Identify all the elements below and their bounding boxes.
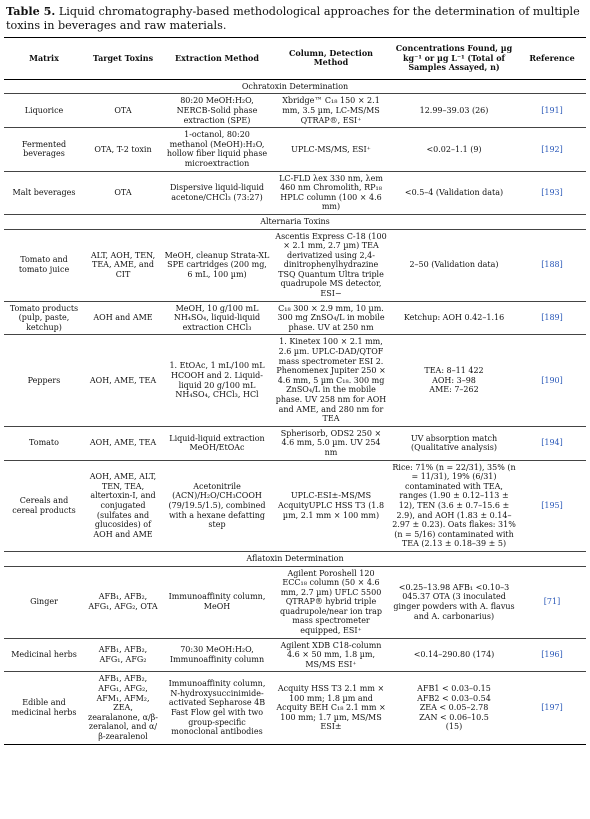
cell-column: C₁₈ 300 × 2.9 mm, 10 µm. 300 mg ZnSO₄/L in mobile phase. UV at 250 nm [272,301,390,335]
table-row [4,566,586,638]
cell-target: AOH, AME, TEA [84,426,162,460]
reference-link[interactable]: [194] [518,426,586,460]
cell-concentration: AFB1 < 0.03–0.15 AFB2 < 0.03–0.54 ZEA < 0.05–2.78 ZAN < 0.06–10.5 (15) [390,672,518,744]
cell-column: Spherisorb, ODS2 250 × 4.6 mm, 5.0 µm. UV 254 nm [272,426,390,460]
cell-matrix: Fermented beverages [4,128,84,171]
cell-extraction: 80:20 MeOH:H₂O, NERCB-Solid phase extraction (SPE) [162,94,272,128]
section-title: Ochratoxin Determination [4,79,586,94]
cell-target: AOH, AME, ALT, TEN, TEA, altertoxin-I, and conjugated (sulfates and glucosides) of AOH and AME [84,460,162,551]
cell-target: OTA [84,171,162,214]
cell-column: Ascentis Express C-18 (100 × 2.1 mm, 2.7 µm) TEA derivatized using 2,4-dinitrophenylhydrazine TSQ Quantum Ultra triple quadrupole MS detector, ESI− [272,229,390,301]
cell-matrix: Malt beverages [4,171,84,214]
cell-extraction: Immunoaffinity column, MeOH [162,566,272,638]
cell-column: Agilent XDB C18-column 4.6 × 50 mm, 1.8 µm, MS/MS ESI⁺ [272,638,390,672]
section-title: Alternaria Toxins [4,214,586,229]
section-row-aflatoxin [4,551,586,566]
cell-column: Agilent Poroshell 120 ECC₁₈ column (50 × 4.6 mm, 2.7 µm) UFLC 5500 QTRAP® hybrid triple quadrupole/near ion trap mass spectrometer equipped, ESI⁺ [272,566,390,638]
reference-link[interactable]: [191] [518,94,586,128]
cell-target: AFB₁, AFB₂, AFG₁, AFG₂, OTA [84,566,162,638]
cell-extraction: Liquid-liquid extraction MeOH/EtOAc [162,426,272,460]
header-row [4,38,586,80]
cell-matrix: Liquorice [4,94,84,128]
reference-link[interactable]: [188] [518,229,586,301]
table-row [4,335,586,426]
methods-table [4,37,586,745]
cell-column: 1. Kinetex 100 × 2.1 mm, 2.6 µm. UPLC-DAD/QTOF mass spectrometer ESI 2. Phenomenex Jupiter 250 × 4.6 mm, 5 µm C₁₈. 300 mg ZnSO₄/L in the mobile phase. UV 258 nm for AOH and AME, and 280 nm for TEA [272,335,390,426]
cell-concentration: <0.14–290.80 (174) [390,638,518,672]
cell-matrix: Cereals and cereal products [4,460,84,551]
reference-link[interactable]: [195] [518,460,586,551]
cell-concentration: 12.99–39.03 (26) [390,94,518,128]
cell-extraction: Acetonitrile (ACN)/H₂O/CH₃COOH (79/19.5/1.5), combined with a hexane defatting step [162,460,272,551]
reference-link[interactable]: [190] [518,335,586,426]
cell-concentration: Rice: 71% (n = 22/31), 35% (n = 11/31), 19% (6/31) contaminated with TEA, ranges (1.90 ± 0.12–113 ± 12), TEN (3.6 ± 0.7–15.6 ± 2.9), and AOH (1.83 ± 0.14–2.97 ± 0.23). Oats flakes: 31% (n = 5/16) contaminated with TEA (2.13 ± 0.18–39 ± 5) [390,460,518,551]
cell-concentration: 2–50 (Validation data) [390,229,518,301]
section-row-alternaria [4,214,586,229]
cell-target: AFB₁, AFB₂, AFG₁, AFG₂, AFM₁, AFM₂, ZEA, zearalanone, α/β-zeralanol, and α/β-zearalenol [84,672,162,744]
table-row [4,301,586,335]
cell-matrix: Tomato and tomato juice [4,229,84,301]
reference-link[interactable]: [193] [518,171,586,214]
reference-link[interactable]: [196] [518,638,586,672]
header-extraction-method: Extraction Method [162,38,272,80]
reference-link[interactable]: [197] [518,672,586,744]
table-row [4,94,586,128]
table-row [4,638,586,672]
section-row-ochratoxin [4,79,586,94]
cell-matrix: Peppers [4,335,84,426]
cell-target: OTA [84,94,162,128]
cell-extraction: Immunoaffinity column, N-hydroxysuccinimide-activated Sepharose 4B Fast Flow gel with two group-specific monoclonal antibodies [162,672,272,744]
cell-target: AOH and AME [84,301,162,335]
reference-link[interactable]: [71] [518,566,586,638]
cell-extraction: MeOH, 10 g/100 mL NH₄SO₄, liquid-liquid extraction CHCl₃ [162,301,272,335]
cell-target: ALT, AOH, TEN, TEA, AME, and CIT [84,229,162,301]
header-column-detection: Column, Detection Method [272,38,390,80]
cell-extraction: MeOH, cleanup Strata-XL SPE cartridges (200 mg, 6 mL, 100 µm) [162,229,272,301]
caption-label: Table 5. [6,4,56,18]
cell-extraction: 1. EtOAc, 1 mL/100 mL HCOOH and 2. Liquid-liquid 20 g/100 mL NH₄SO₄, CHCl₃, HCl [162,335,272,426]
cell-column: UPLC-ESI±-MS/MS AcquityUPLC HSS T3 (1.8 µm, 2.1 mm × 100 mm) [272,460,390,551]
caption-text: Liquid chromatography-based methodological approaches for the determination of multiple toxins in beverages and raw materials. [6,5,580,32]
cell-matrix: Ginger [4,566,84,638]
table-row [4,229,586,301]
reference-link[interactable]: [189] [518,301,586,335]
table-row [4,672,586,744]
section-title: Aflatoxin Determination [4,551,586,566]
cell-concentration: TEA: 8–11 422 AOH: 3–98 AME: 7–262 [390,335,518,426]
cell-column: Acquity HSS T3 2.1 mm × 100 mm; 1.8 µm and Acquity BEH C₁₈ 2.1 mm × 100 mm; 1.7 µm, MS/MS ESI± [272,672,390,744]
cell-concentration: <0.02–1.1 (9) [390,128,518,171]
cell-matrix: Edible and medicinal herbs [4,672,84,744]
reference-link[interactable]: [192] [518,128,586,171]
header-target-toxins: Target Toxins [84,38,162,80]
cell-target: AFB₁, AFB₂, AFG₁, AFG₂ [84,638,162,672]
cell-extraction: 1-octanol, 80:20 methanol (MeOH):H₂O, hollow fiber liquid phase microextraction [162,128,272,171]
cell-column: LC-FLD λex 330 nm, λem 460 nm Chromolith, RP₁₈ HPLC column (100 × 4.6 mm) [272,171,390,214]
cell-concentration: UV absorption match (Qualitative analysis) [390,426,518,460]
cell-matrix: Tomato [4,426,84,460]
table-row [4,460,586,551]
cell-target: AOH, AME, TEA [84,335,162,426]
cell-column: UPLC-MS/MS, ESI⁺ [272,128,390,171]
cell-matrix: Tomato products (pulp, paste, ketchup) [4,301,84,335]
header-concentrations: Concentrations Found, µg kg⁻¹ or µg L⁻¹ (Total of Samples Assayed, n) [390,38,518,80]
cell-concentration: <0.5–4 (Validation data) [390,171,518,214]
cell-matrix: Medicinal herbs [4,638,84,672]
table-caption [6,4,586,33]
cell-extraction: Dispersive liquid-liquid acetone/CHCl₃ (73:27) [162,171,272,214]
cell-column: Xbridge™ C₁₈ 150 × 2.1 mm, 3.5 µm, LC-MS/MS QTRAP®, ESI⁺ [272,94,390,128]
table-row [4,171,586,214]
cell-concentration: Ketchup: AOH 0.42–1.16 [390,301,518,335]
cell-extraction: 70:30 MeOH:H₂O, Immunoaffinity column [162,638,272,672]
header-matrix: Matrix [4,38,84,80]
cell-target: OTA, T-2 toxin [84,128,162,171]
header-reference: Reference [518,38,586,80]
cell-concentration: <0.25–13.98 AFB₁ <0.10–3 045.37 OTA (3 inoculated ginger powders with A. flavus and A. carbonarius) [390,566,518,638]
table-row [4,426,586,460]
table-row [4,128,586,171]
